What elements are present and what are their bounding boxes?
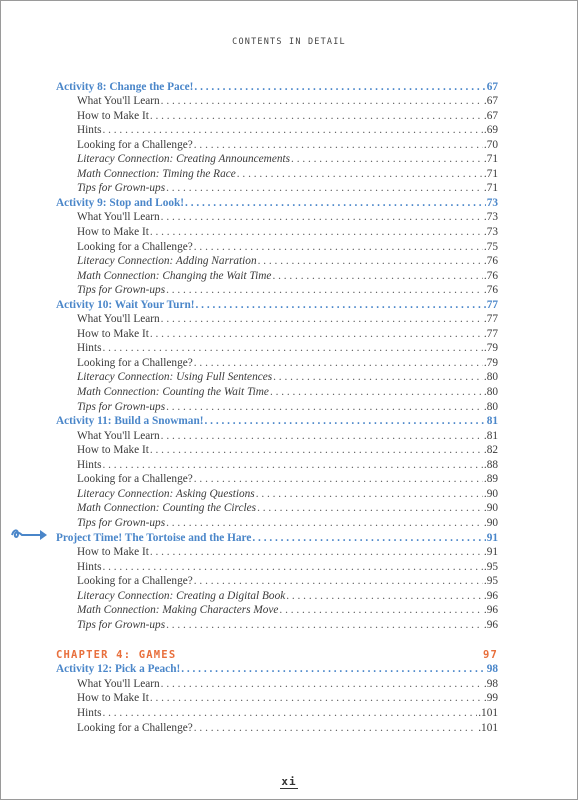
toc-subentry-title: Hints <box>77 342 102 355</box>
dot-leader <box>237 168 483 181</box>
toc-subentry[interactable] <box>56 691 498 706</box>
toc-subentry-title: Looking for a Challenge? <box>77 473 193 486</box>
toc-subentry-page: .101 <box>478 721 498 734</box>
toc-subentry-title: Looking for a Challenge? <box>77 138 193 151</box>
toc-subentry-title: Literacy Connection: Creating Announcements <box>77 153 291 166</box>
dot-leader <box>102 561 482 574</box>
toc-subentry-page: .95 <box>483 575 498 588</box>
toc-subentry-page: .71 <box>483 153 498 166</box>
dot-leader <box>279 604 482 617</box>
activity-entry-page: 77 <box>486 298 498 311</box>
toc-subentry-title: Hints <box>77 458 102 471</box>
chapter-page: 97 <box>482 648 498 661</box>
toc-subentry-title: What You'll Learn <box>77 677 160 690</box>
toc-subentry-title: How to Make It <box>77 444 149 457</box>
activity-entry-title: Activity 10: Wait Your Turn! <box>56 298 195 311</box>
dot-leader <box>150 226 483 239</box>
dot-leader <box>194 473 483 486</box>
dot-leader <box>258 255 483 268</box>
dot-leader <box>150 444 483 457</box>
toc-subentry-page: .81 <box>483 429 498 442</box>
toc-subentry[interactable] <box>56 705 498 720</box>
toc-subentry-title: What You'll Learn <box>77 95 160 108</box>
dot-leader <box>194 81 485 94</box>
activity-entry-title: Activity 11: Build a Snowman! <box>56 415 204 428</box>
toc-subentry[interactable] <box>56 210 498 225</box>
dot-leader <box>196 299 486 312</box>
toc-subentry-title: Tips for Grown-ups <box>77 516 166 529</box>
dot-leader <box>161 678 483 691</box>
toc-subentry-page: .99 <box>483 692 498 705</box>
toc-subentry-title: Math Connection: Counting the Wait Time <box>77 386 269 399</box>
toc-subentry[interactable] <box>56 545 498 560</box>
toc-subentry-title: How to Make It <box>77 327 149 340</box>
toc-subentry[interactable] <box>56 108 498 123</box>
dot-leader <box>257 502 483 515</box>
toc-subentry-title: Literacy Connection: Adding Narration <box>77 255 257 268</box>
dot-leader <box>166 619 483 632</box>
toc-subentry[interactable] <box>56 472 498 487</box>
activity-entry[interactable] <box>56 297 498 312</box>
toc-subentry-page: .67 <box>483 109 498 122</box>
dot-leader <box>273 371 483 384</box>
toc-subentry[interactable] <box>56 137 498 152</box>
toc-subentry-page: .80 <box>483 371 498 384</box>
toc-subentry-page: .75 <box>483 240 498 253</box>
toc-subentry[interactable] <box>56 617 498 632</box>
activity-entry-page: 81 <box>486 415 498 428</box>
toc-subentry-page: .76 <box>483 255 498 268</box>
dot-leader <box>102 707 477 720</box>
dot-leader <box>166 517 483 530</box>
dot-leader <box>161 430 483 443</box>
toc-subentry-title: Looking for a Challenge? <box>77 721 193 734</box>
toc-subentry[interactable] <box>56 239 498 254</box>
dot-leader <box>102 459 482 472</box>
toc-subentry-title: How to Make It <box>77 109 149 122</box>
dot-leader <box>161 95 483 108</box>
toc-subentry-page: .98 <box>483 677 498 690</box>
dot-leader <box>194 575 483 588</box>
toc-subentry-title: Math Connection: Changing the Wait Time <box>77 269 272 282</box>
toc-subentry[interactable] <box>56 559 498 574</box>
table-of-contents <box>56 79 498 735</box>
dot-leader <box>194 722 477 735</box>
toc-subentry-title: Literacy Connection: Asking Questions <box>77 487 255 500</box>
toc-subentry-page: .101 <box>478 706 498 719</box>
toc-subentry[interactable] <box>56 603 498 618</box>
dot-leader <box>194 139 483 152</box>
toc-subentry-title: Hints <box>77 124 102 137</box>
toc-subentry-title: What You'll Learn <box>77 313 160 326</box>
toc-subentry-page: .70 <box>483 138 498 151</box>
dot-leader <box>194 241 483 254</box>
toc-subentry-page: .69 <box>483 124 498 137</box>
toc-subentry[interactable] <box>56 486 498 501</box>
toc-subentry-title: Looking for a Challenge? <box>77 240 193 253</box>
toc-subentry-page: .91 <box>483 546 498 559</box>
toc-subentry[interactable] <box>56 384 498 399</box>
chapter-heading[interactable] <box>56 646 498 662</box>
toc-subentry-page: .77 <box>483 313 498 326</box>
dot-leader <box>286 590 483 603</box>
toc-subentry[interactable] <box>56 166 498 181</box>
dot-leader <box>102 124 482 137</box>
toc-subentry-title: How to Make It <box>77 692 149 705</box>
toc-subentry[interactable] <box>56 588 498 603</box>
dot-leader <box>166 182 483 195</box>
toc-subentry-title: What You'll Learn <box>77 429 160 442</box>
page-number-text: xi <box>281 775 297 788</box>
dot-leader <box>150 328 483 341</box>
toc-subentry[interactable] <box>56 720 498 735</box>
toc-subentry[interactable] <box>56 283 498 298</box>
activity-entry-page: 98 <box>486 663 498 676</box>
toc-subentry-title: Looking for a Challenge? <box>77 356 193 369</box>
toc-subentry-title: Tips for Grown-ups <box>77 284 166 297</box>
arrow-pointer-icon <box>10 526 50 544</box>
toc-subentry-page: .79 <box>483 356 498 369</box>
toc-subentry-page: .96 <box>483 589 498 602</box>
toc-subentry-page: .90 <box>483 502 498 515</box>
dot-leader <box>150 110 483 123</box>
toc-subentry-page: .96 <box>483 618 498 631</box>
dot-leader <box>166 284 483 297</box>
toc-subentry-title: Math Connection: Making Characters Move <box>77 604 279 617</box>
activity-entry-title: Activity 9: Stop and Look! <box>56 196 185 209</box>
project-entry-title: Project Time! The Tortoise and the Hare <box>56 531 252 544</box>
toc-subentry[interactable] <box>56 341 498 356</box>
dot-leader <box>161 211 483 224</box>
dot-leader <box>194 357 483 370</box>
dot-leader <box>150 546 483 559</box>
activity-entry-page: 73 <box>486 196 498 209</box>
dot-leader <box>272 270 482 283</box>
dot-leader <box>291 153 483 166</box>
toc-subentry[interactable] <box>56 181 498 196</box>
toc-subentry-title: Tips for Grown-ups <box>77 618 166 631</box>
toc-subentry-page: .71 <box>483 182 498 195</box>
toc-subentry[interactable] <box>56 94 498 109</box>
toc-subentry[interactable] <box>56 399 498 414</box>
toc-subentry-page: .73 <box>483 211 498 224</box>
toc-subentry-title: Hints <box>77 560 102 573</box>
dot-leader <box>166 401 483 414</box>
toc-subentry-title: Math Connection: Timing the Race <box>77 167 236 180</box>
toc-subentry-page: .95 <box>483 560 498 573</box>
toc-subentry-page: .82 <box>483 444 498 457</box>
toc-subentry[interactable] <box>56 370 498 385</box>
toc-subentry-title: How to Make It <box>77 546 149 559</box>
toc-subentry-page: .79 <box>483 342 498 355</box>
project-entry-page: 91 <box>486 531 498 544</box>
dot-leader <box>270 386 483 399</box>
toc-subentry[interactable] <box>56 515 498 530</box>
activity-entry[interactable] <box>56 662 498 677</box>
toc-subentry-title: Literacy Connection: Creating a Digital Book <box>77 589 286 602</box>
activity-entry-page: 67 <box>486 80 498 93</box>
toc-subentry[interactable] <box>56 355 498 370</box>
toc-subentry-page: .90 <box>483 516 498 529</box>
toc-subentry[interactable] <box>56 443 498 458</box>
chapter-title: CHAPTER 4: GAMES <box>56 648 177 661</box>
toc-subentry-page: .88 <box>483 458 498 471</box>
toc-subentry[interactable] <box>56 152 498 167</box>
toc-subentry[interactable] <box>56 254 498 269</box>
dot-leader <box>205 415 486 428</box>
toc-subentry-page: .96 <box>483 604 498 617</box>
toc-subentry-page: .76 <box>483 269 498 282</box>
activity-entry-title: Activity 8: Change the Pace! <box>56 80 194 93</box>
toc-subentry-page: .80 <box>483 400 498 413</box>
toc-subentry-title: What You'll Learn <box>77 211 160 224</box>
dot-leader <box>102 342 482 355</box>
toc-subentry-title: Math Connection: Counting the Circles <box>77 502 257 515</box>
toc-subentry[interactable] <box>56 574 498 589</box>
dot-leader <box>150 692 483 705</box>
toc-subentry-page: .67 <box>483 95 498 108</box>
toc-subentry[interactable] <box>56 268 498 283</box>
toc-subentry-title: Tips for Grown-ups <box>77 400 166 413</box>
project-entry[interactable] <box>56 530 498 545</box>
toc-subentry[interactable] <box>56 123 498 138</box>
toc-subentry[interactable] <box>56 326 498 341</box>
dot-leader <box>256 488 483 501</box>
toc-subentry[interactable] <box>56 428 498 443</box>
dot-leader <box>181 663 485 676</box>
activity-entry[interactable] <box>56 414 498 429</box>
toc-subentry[interactable] <box>56 457 498 472</box>
toc-subentry[interactable] <box>56 312 498 327</box>
toc-subentry-page: .89 <box>483 473 498 486</box>
toc-subentry[interactable] <box>56 676 498 691</box>
page-number <box>0 775 578 788</box>
toc-subentry[interactable] <box>56 501 498 516</box>
dot-leader <box>161 313 483 326</box>
toc-subentry[interactable] <box>56 224 498 239</box>
running-header: CONTENTS IN DETAIL <box>232 37 346 47</box>
activity-entry[interactable] <box>56 195 498 210</box>
toc-subentry-title: Looking for a Challenge? <box>77 575 193 588</box>
toc-subentry-page: .80 <box>483 386 498 399</box>
activity-entry-title: Activity 12: Pick a Peach! <box>56 663 181 676</box>
toc-subentry-title: Hints <box>77 706 102 719</box>
toc-subentry-page: .77 <box>483 327 498 340</box>
toc-subentry-page: .73 <box>483 226 498 239</box>
dot-leader <box>252 532 485 545</box>
toc-subentry-page: .71 <box>483 167 498 180</box>
toc-subentry-title: Literacy Connection: Using Full Sentences <box>77 371 273 384</box>
toc-subentry-page: .90 <box>483 487 498 500</box>
toc-subentry-title: Tips for Grown-ups <box>77 182 166 195</box>
toc-subentry-page: .76 <box>483 284 498 297</box>
activity-entry[interactable] <box>56 79 498 94</box>
dot-leader <box>185 197 486 210</box>
toc-subentry-title: How to Make It <box>77 226 149 239</box>
